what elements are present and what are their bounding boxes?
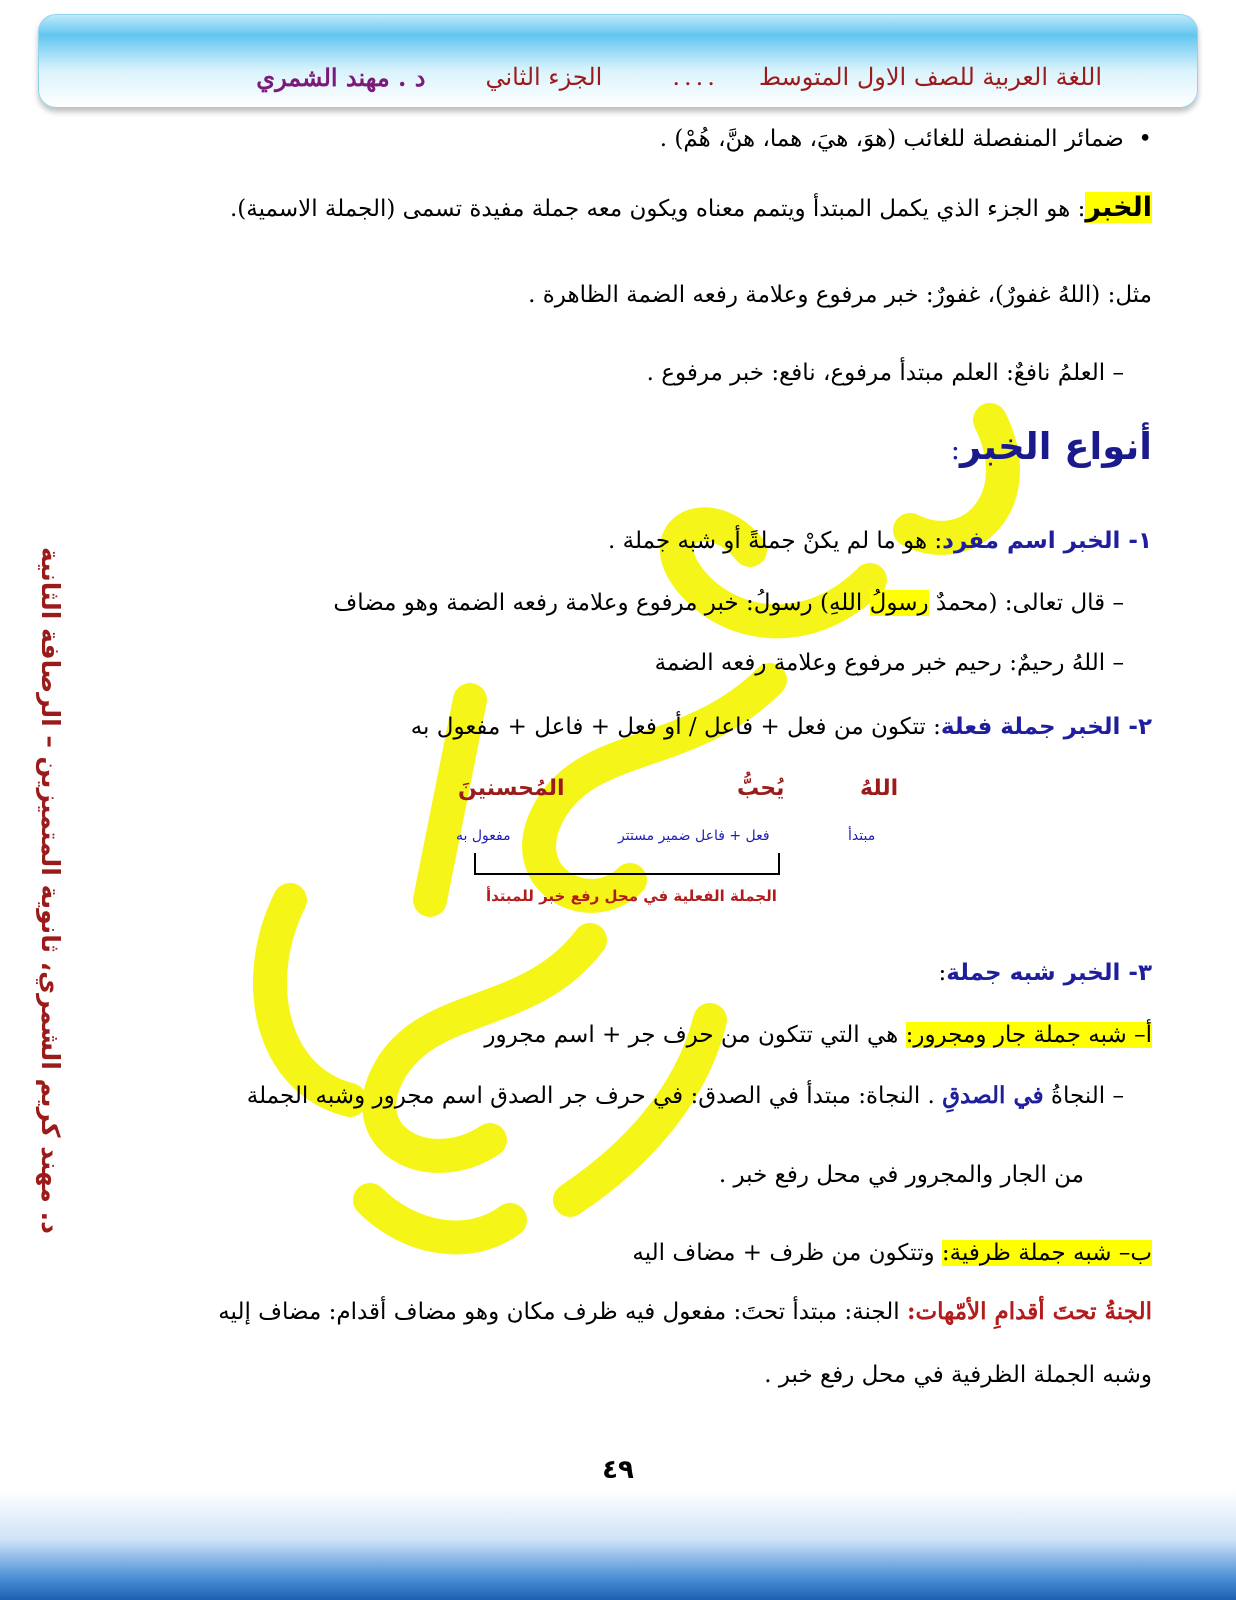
example-1: مثل: (اللهُ غفورٌ)، غفورٌ: خبر مرفوع وعلامة رفعه الضمة الظاهرة . [528,282,1152,308]
khabar-definition [230,192,1152,223]
bullet-pronouns-text: ضمائر المنفصلة للغائب (هوَ، هيَ، هما، هنَّ، هُمْ) . [659,126,1124,152]
sidebar-author-credit [20,546,80,1234]
diagram-label-subject: مبتدأ [848,828,876,844]
header-course: اللغة العربية للصف الاول المتوسط [758,63,1102,91]
sub-a-text: هي التي تتكون من حرف جر + اسم مجرور [484,1022,906,1048]
sub-b-ex-red: الجنةُ تحتَ أقدامِ الأمّهات: [906,1298,1152,1325]
types-heading-colon: : [950,433,961,466]
sub-a-example-line2: من الجار والمجرور في محل رفع خبر . [718,1162,1084,1188]
type1-title: ١- الخبر اسم مفرد [942,528,1152,554]
type1-ex1-before: – قال تعالى: (محمدٌ [928,590,1124,616]
page-number: ٤٩ [602,1455,634,1485]
diagram-label-verb: فعل + فاعل ضمير مستتر [618,828,770,844]
sub-b-label: ب– شبه جملة ظرفية: [941,1240,1152,1266]
sub-a-line [484,1022,1152,1048]
sub-b-example [218,1298,1152,1325]
sub-b-ex-rest: الجنة: مبتدأ تحتَ: مفعول فيه ظرف مكان وهو مضاف أقدام: مضاف إليه [218,1299,907,1325]
type1-ex1-after: اللهِ) رسولُ: خبر مرفوع وعلامة رفعه الضمة وهو مضاف [333,590,870,616]
header-part: الجزء الثاني [485,63,603,91]
sub-a-example [247,1082,1124,1109]
page-footer [0,1490,1236,1600]
sub-a-label: أ– شبه جملة جار ومجرور: [905,1022,1152,1048]
diagram-word-subject: اللهُ [860,776,899,801]
type3-title: ٣- الخبر شبه جملة [946,960,1152,986]
bullet-pronouns [660,126,1152,152]
khabar-definition-text: : هو الجزء الذي يكمل المبتدأ ويتمم معناه ويكون معه جملة مفيدة تسمى (الجملة الاسمية). [229,196,1086,222]
example-2: – العلمُ نافعٌ: العلم مبتدأ مرفوع، نافع: خبر مرفوع . [646,360,1124,386]
sub-b-line [632,1240,1152,1266]
sub-b-example-line2: وشبه الجملة الظرفية في محل رفع خبر . [764,1362,1152,1388]
type2-title: ٢- الخبر جملة فعلة [940,714,1152,740]
header-author: د . مهند الشمري [256,62,426,92]
type1-text: : هو ما لم يكنْ جملةً أو شبه جملة . [608,528,943,554]
diagram-note: الجملة الفعلية في محل رفع خبر للمبتدأ [486,887,777,905]
type1-ex1-highlight: رسولُ [869,590,929,616]
khabar-term: الخبر [1085,192,1152,223]
type3-colon: : [938,960,947,986]
diagram-label-object: مفعول به [456,828,511,844]
page-header [38,14,1198,108]
type3-line [939,960,1152,986]
sub-a-ex-rest: . النجاة: مبتدأ في الصدق: في حرف جر الصدق اسم مجرور وشبه الجملة [246,1083,943,1109]
diagram-bracket [474,853,780,875]
types-heading-title: أنواع الخبر [960,425,1152,468]
sub-a-ex-blue: في الصدقِ [942,1082,1044,1109]
types-heading [951,425,1152,468]
bullet-dot: • [1123,126,1152,152]
sub-b-text: وتتكون من ظرف + مضاف اليه [632,1240,942,1266]
type2-text: : تتكون من فعل + فاعل / أو فعل + فاعل + مفعول به [410,714,941,740]
type1-line [608,528,1152,554]
sub-a-ex-dash: – النجاةُ [1043,1083,1124,1109]
type2-line [411,714,1152,740]
type1-example-1 [333,590,1124,616]
header-dots: .... [672,63,719,91]
header-text [79,57,1102,97]
diagram-word-verb: يُحبُّ [737,776,785,801]
sidebar-text: د. مهند كريم الشمري، ثانوية المتميزين – الرصافة الثانية [35,546,65,1234]
diagram-word-object: المُحسنينَ [458,776,565,801]
type1-example-2: – اللهُ رحيمٌ: رحيم خبر مرفوع وعلامة رفعه الضمة [654,650,1124,676]
